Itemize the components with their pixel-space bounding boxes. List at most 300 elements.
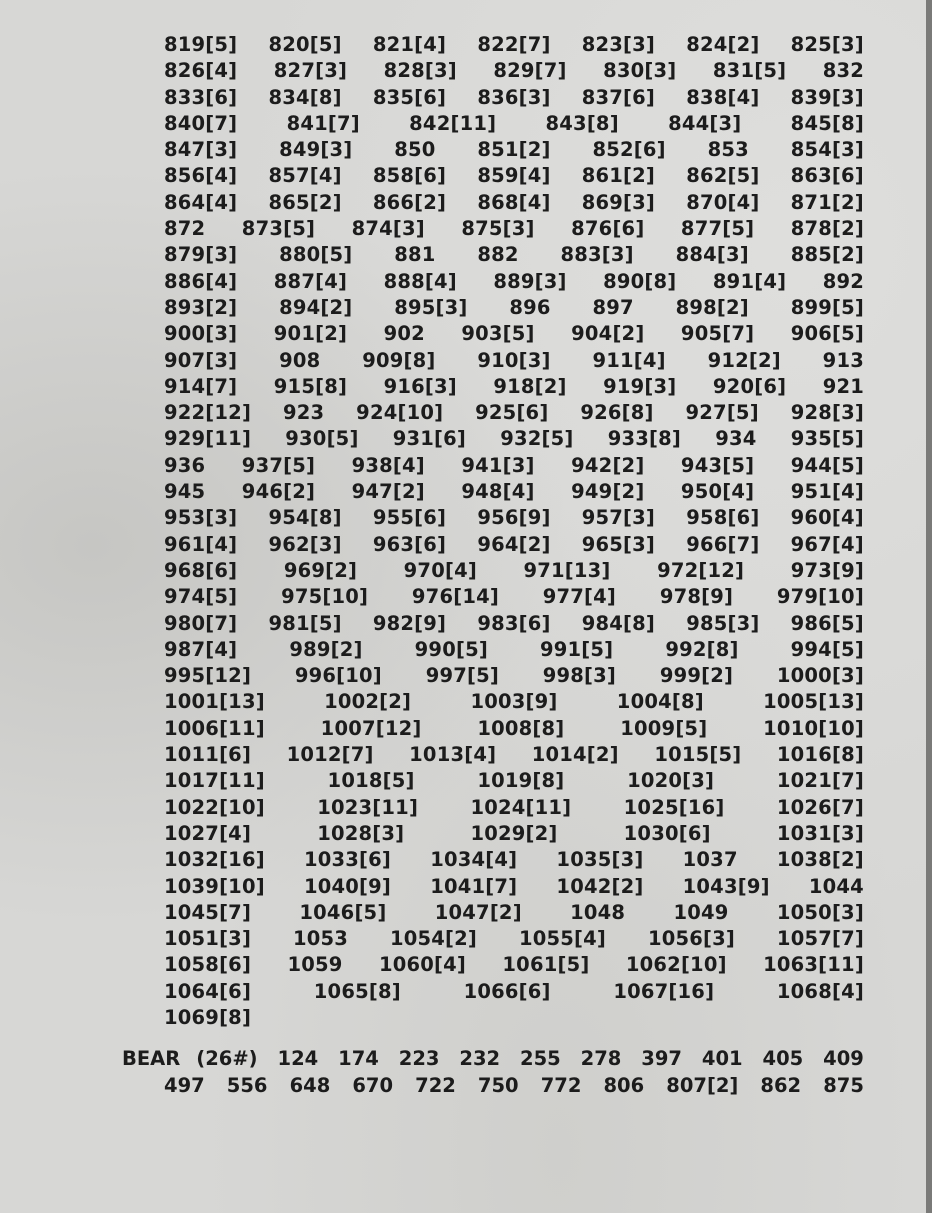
reference-number: 1030[6] [623,821,711,845]
reference-number: 964[2] [477,532,551,556]
reference-number: 916[3] [383,374,457,398]
reference-line [164,321,864,347]
reference-number: 909[8] [362,348,436,372]
reference-number: 1050[3] [776,900,864,924]
reference-number: 1027[4] [164,821,252,845]
reference-number: 1068[4] [776,979,864,1003]
reference-line [164,348,864,374]
reference-number: 942[2] [571,453,645,477]
reference-number: 948[4] [461,480,535,504]
reference-number: 849[3] [279,138,353,162]
reference-number: 1056[3] [647,927,736,951]
reference-number: 984[8] [581,611,656,635]
reference-line [164,611,864,637]
reference-number: 1039[10] [164,874,265,898]
reference-number: 987[4] [164,637,238,661]
reference-number: 1023[11] [317,795,419,819]
reference-number: 947[2] [351,480,425,504]
reference-number: 943[5] [680,453,755,477]
reference-number: 847[3] [164,138,238,162]
reference-number: 920[6] [712,374,787,398]
reference-number: 556 [226,1074,268,1097]
reference-line [164,85,864,111]
reference-number: 985[3] [686,611,760,635]
reference-number: 1029[2] [470,821,558,845]
reference-number: 999[2] [659,664,734,688]
reference-number: 891[4] [712,269,787,293]
reference-number: 997[5] [425,664,499,688]
reference-number: 1025[16] [623,795,725,819]
reference-number: 1033[6] [303,848,392,872]
reference-number: 931[6] [392,427,467,451]
reference-number: 836[3] [477,85,551,109]
reference-number: 857[4] [268,164,342,188]
reference-number: 1063[11] [763,953,864,977]
reference-number: 124 [277,1047,319,1070]
reference-number: 912[2] [707,348,781,372]
reference-number: 971[13] [523,558,611,582]
reference-number: 1028[3] [317,821,405,845]
reference-number: 868[4] [477,190,551,214]
entry-headword: BEAR [122,1047,181,1070]
reference-number: 856[4] [164,164,238,188]
reference-number: 980[7] [164,611,238,635]
reference-number: 990[5] [414,637,488,661]
reference-line [164,190,864,216]
reference-number: 1044 [808,874,864,898]
reference-number: 832 [822,59,864,83]
reference-number: 930[5] [285,427,359,451]
reference-number: 925[6] [475,401,549,425]
reference-number: 996[10] [294,664,382,688]
reference-number: 878[2] [790,217,864,241]
reference-number: 881 [394,243,436,267]
reference-number: 907[3] [164,348,238,372]
reference-number: 905[7] [680,322,755,346]
reference-line [164,952,864,978]
reference-number: 975[10] [281,585,369,609]
reference-number: 890[8] [603,269,677,293]
reference-number: 956[9] [477,506,551,530]
reference-number: 1013[4] [409,743,497,767]
reference-number: 1047[2] [434,900,522,924]
reference-number: 885[2] [790,243,864,267]
reference-number: 1045[7] [164,900,252,924]
reference-number: 1001[13] [164,690,265,714]
reference-number: 906[5] [790,322,864,346]
reference-number: 1035[3] [556,848,644,872]
reference-number: 973[9] [790,558,864,582]
reference-number: 1002[2] [324,690,412,714]
reference-number: 972[12] [657,558,745,582]
reference-number: 863[6] [790,164,864,188]
reference-number: 949[2] [571,480,645,504]
reference-number: 397 [641,1047,682,1070]
reference-number: 979[10] [776,585,864,609]
reference-number: 929[11] [164,427,252,451]
reference-number: 866[2] [372,190,447,214]
reference-line [164,295,864,321]
reference-number: 833[6] [164,85,238,109]
reference-line [164,400,864,426]
reference-number: 1048 [570,900,626,924]
reference-number: 978[9] [659,585,734,609]
reference-number: 1016[8] [776,743,864,767]
reference-number: 871[2] [790,190,864,214]
reference-number: 894[2] [279,295,353,319]
reference-number: 966[7] [686,532,760,556]
reference-number: 1014[2] [531,743,619,767]
reference-number: 807[2] [666,1074,739,1097]
reference-number: 896 [509,295,551,319]
reference-number: 965[3] [581,532,656,556]
reference-number: 869[3] [581,190,656,214]
reference-number: 957[3] [581,506,656,530]
reference-number: 911[4] [592,348,666,372]
reference-number: 841[7] [286,111,360,135]
reference-number: 1019[8] [477,769,565,793]
reference-number: 923 [282,401,325,425]
reference-number: 825[3] [790,33,864,56]
entry-occurrence-count: (26#) [196,1047,258,1070]
reference-number: 1020[3] [627,769,715,793]
reference-number: 937[5] [241,453,316,477]
reference-number: 915[8] [273,374,348,398]
reference-number: 913 [822,348,864,372]
reference-number: 648 [289,1074,331,1097]
reference-line [164,242,864,268]
reference-number: 918[2] [493,374,567,398]
reference-number: 958[6] [686,506,760,530]
reference-number: 1000[3] [776,664,864,688]
reference-number: 1038[2] [776,848,864,872]
reference-number: 876[6] [571,217,645,241]
reference-number: 1022[10] [164,795,265,819]
reference-line [164,979,864,1005]
reference-number: 983[6] [477,611,551,635]
reference-number: 1037 [682,848,738,872]
reference-line [164,505,864,531]
concordance-reference-list [164,32,864,1031]
reference-number: 1040[9] [303,874,392,898]
reference-number: 941[3] [461,453,535,477]
reference-number: 842[11] [409,111,497,135]
reference-number: 882 [477,243,519,267]
reference-number: 986[5] [790,611,864,635]
reference-number: 1017[11] [164,769,265,793]
reference-number: 888[4] [383,269,457,293]
reference-number: 1032[16] [164,848,265,872]
reference-number: 927[5] [685,401,759,425]
reference-number: 936 [164,453,206,477]
reference-number: 750 [477,1074,519,1097]
reference-line [164,111,864,137]
reference-number: 1046[5] [299,900,387,924]
reference-line [164,847,864,873]
reference-number: 935[5] [790,427,864,451]
reference-number: 821[4] [372,33,447,56]
reference-line [164,584,864,610]
reference-number: 858[6] [372,164,447,188]
page-edge-shadow [926,0,932,1213]
reference-number: 928[3] [790,401,864,425]
reference-number: 852[6] [592,138,666,162]
reference-number: 843[8] [545,111,619,135]
reference-number: 1011[6] [164,743,252,767]
reference-number: 819[5] [164,33,238,56]
reference-number: 834[8] [268,85,342,109]
reference-number: 962[3] [268,532,342,556]
reference-line [164,821,864,847]
reference-line [164,716,864,742]
reference-number: 970[4] [403,558,477,582]
reference-number: 914[7] [164,374,238,398]
reference-number: 1059 [287,953,343,977]
bear-entry-line-2 [164,1072,864,1099]
reference-number: 938[4] [351,453,425,477]
reference-number: 897 [592,295,634,319]
reference-number: 1061[5] [502,953,590,977]
reference-number: 835[6] [372,85,447,109]
reference-number: 1004[8] [616,690,704,714]
reference-number: 870[4] [686,190,760,214]
reference-number: 998[3] [542,664,617,688]
reference-number: 933[8] [607,427,682,451]
reference-number: 1057[7] [776,927,864,951]
reference-number: 875[3] [461,217,535,241]
reference-line [164,742,864,768]
reference-number: 1008[8] [477,716,565,740]
reference-number: 982[9] [372,611,447,635]
reference-number: 945 [164,480,206,504]
reference-line [164,426,864,452]
reference-number: 864[4] [164,190,238,214]
reference-number: 1012[7] [286,743,374,767]
reference-number: 1055[4] [518,927,607,951]
reference-number: 861[2] [581,164,656,188]
reference-number: 824[2] [686,33,760,56]
reference-number: 951[4] [790,480,864,504]
bear-headword-group [122,1045,258,1072]
reference-number: 854[3] [790,138,864,162]
reference-line [164,874,864,900]
reference-number: 1009[5] [620,716,708,740]
reference-number: 1058[6] [164,953,252,977]
reference-number: 892 [822,269,864,293]
reference-line [164,32,864,58]
reference-line [164,269,864,295]
reference-number: 831[5] [712,59,787,83]
reference-number: 845[8] [790,111,864,135]
reference-number: 960[4] [790,506,864,530]
reference-number: 1053 [292,927,349,951]
reference-number: 873[5] [241,217,316,241]
reference-number: 976[14] [411,585,499,609]
reference-number: 995[12] [164,664,252,688]
reference-number: 823[3] [581,33,656,56]
reference-number: 1060[4] [378,953,467,977]
reference-number: 877[5] [680,217,755,241]
reference-line [164,926,864,952]
reference-number: 886[4] [164,269,238,293]
reference-number: 670 [352,1074,394,1097]
reference-number: 893[2] [164,295,238,319]
reference-number: 829[7] [493,59,567,83]
reference-number: 903[5] [461,322,535,346]
bear-entry-line-1 [122,1045,864,1072]
reference-line [164,479,864,505]
reference-number: 872 [164,217,206,241]
reference-line [164,768,864,794]
reference-line [164,558,864,584]
reference-number: 994[5] [790,637,864,661]
reference-number: 899[5] [790,295,864,319]
reference-number: 1066[6] [463,979,551,1003]
reference-line [164,453,864,479]
reference-number: 837[6] [581,85,656,109]
reference-number: 722 [415,1074,456,1097]
reference-number: 839[3] [790,85,864,109]
reference-number: 875 [823,1074,864,1097]
reference-number: 278 [580,1047,622,1070]
reference-number: 853 [707,138,749,162]
reference-number: 497 [164,1074,205,1097]
reference-number: 934 [715,427,757,451]
reference-number: 1034[4] [430,848,518,872]
reference-number: 883[3] [560,243,634,267]
reference-number: 932[5] [500,427,574,451]
reference-number: 1006[11] [164,716,265,740]
reference-number: 989[2] [289,637,363,661]
reference-number: 981[5] [268,611,342,635]
reference-line [164,637,864,663]
reference-number: 1043[9] [682,874,770,898]
reference-number: 968[6] [164,558,238,582]
reference-line [164,163,864,189]
reference-number: 840[7] [164,111,238,135]
reference-number: 174 [338,1047,379,1070]
reference-line [164,137,864,163]
reference-number: 950[4] [680,480,755,504]
reference-number: 1054[2] [389,927,478,951]
reference-number: 223 [398,1047,440,1070]
reference-number: 901[2] [273,322,348,346]
reference-number: 921 [822,374,864,398]
reference-number: 977[4] [542,585,617,609]
reference-number: 910[3] [477,348,551,372]
reference-number: 1042[2] [556,874,644,898]
reference-number: 922[12] [164,401,252,425]
reference-number: 898[2] [675,295,749,319]
reference-number: 1062[10] [625,953,727,977]
reference-number: 232 [459,1047,501,1070]
reference-number: 772 [540,1074,582,1097]
reference-number: 904[2] [571,322,645,346]
reference-number: 255 [520,1047,561,1070]
reference-number: 900[3] [164,322,238,346]
reference-number: 822[7] [477,33,551,56]
reference-number: 1041[7] [430,874,518,898]
reference-number: 967[4] [790,532,864,556]
reference-number: 851[2] [477,138,551,162]
reference-number: 1005[13] [763,690,864,714]
reference-line [164,663,864,689]
reference-number: 889[3] [493,269,567,293]
reference-number: 961[4] [164,532,238,556]
reference-number: 991[5] [539,637,614,661]
reference-number: 902 [383,322,425,346]
reference-number: 1051[3] [164,927,252,951]
reference-number: 1024[11] [470,795,572,819]
reference-number: 924[10] [356,401,444,425]
reference-number: 908 [279,348,321,372]
reference-number: 405 [762,1047,804,1070]
reference-number: 879[3] [164,243,238,267]
reference-number: 1018[5] [327,769,415,793]
reference-number: 946[2] [241,480,316,504]
reference-number: 926[8] [580,401,654,425]
reference-number: 838[4] [686,85,760,109]
reference-number: 1010[10] [763,716,864,740]
reference-number: 409 [823,1047,864,1070]
reference-number: 874[3] [351,217,425,241]
reference-line [164,1005,864,1031]
reference-line [164,216,864,242]
reference-number: 850 [394,138,436,162]
reference-number: 895[3] [394,295,468,319]
reference-line [164,374,864,400]
reference-number: 969[2] [283,558,358,582]
reference-number: 887[4] [273,269,348,293]
reference-line [164,532,864,558]
reference-number: 1003[9] [470,690,558,714]
reference-number: 820[5] [268,33,342,56]
reference-number: 992[8] [665,637,739,661]
reference-number: 862[5] [686,164,760,188]
reference-line [164,795,864,821]
reference-number: 1067[16] [613,979,715,1003]
reference-number: 1069[8] [164,1005,252,1029]
reference-line [164,900,864,926]
reference-number: 401 [701,1047,743,1070]
reference-number: 859[4] [477,164,551,188]
reference-number: 884[3] [675,243,749,267]
reference-line [164,689,864,715]
reference-number: 844[3] [668,111,742,135]
reference-number: 1031[3] [776,821,864,845]
reference-line [164,58,864,84]
bear-entry [122,1045,864,1099]
reference-number: 963[6] [372,532,447,556]
reference-number: 953[3] [164,506,238,530]
reference-number: 1007[12] [320,716,422,740]
reference-number: 1021[7] [776,769,864,793]
reference-number: 1026[7] [776,795,864,819]
reference-number: 862 [760,1074,802,1097]
reference-number: 954[8] [268,506,342,530]
reference-number: 826[4] [164,59,238,83]
reference-number: 827[3] [273,59,348,83]
reference-number: 944[5] [790,453,864,477]
reference-number: 1049 [673,900,729,924]
reference-number: 919[3] [603,374,677,398]
reference-number: 830[3] [603,59,677,83]
reference-number: 806 [603,1074,645,1097]
reference-number: 1065[8] [313,979,401,1003]
reference-number: 828[3] [383,59,457,83]
reference-number: 880[5] [279,243,353,267]
reference-number: 865[2] [268,190,342,214]
